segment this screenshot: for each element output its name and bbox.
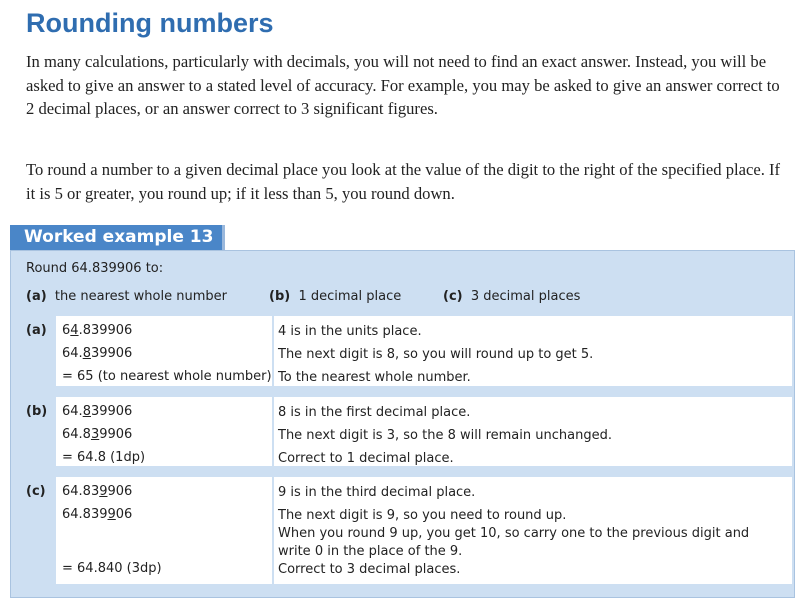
solution-label: (b)	[26, 404, 48, 419]
working-line	[62, 484, 132, 499]
underlined-digit: 4	[70, 323, 79, 338]
part-label: (c)	[443, 289, 463, 304]
digits: 64.8	[62, 427, 91, 442]
digits: 64.	[62, 346, 83, 361]
working-line	[62, 404, 132, 419]
working-line	[62, 427, 132, 442]
digits: 906	[107, 484, 133, 499]
digits: 39906	[90, 404, 133, 419]
part-label: (b)	[269, 289, 291, 304]
working-line	[62, 450, 145, 465]
explanation-line: The next digit is 8, so you will round up to get 5.	[278, 347, 594, 362]
solution-label: (c)	[26, 484, 46, 499]
explanation-line: 9 is in the third decimal place.	[278, 485, 476, 500]
rounding-rule-paragraph: To round a number to a given decimal place you look at the value of the digit to the right of the specified place. If it is 5 or greater, you round up; if it less than 5, you round down.	[26, 160, 781, 203]
working-line	[62, 561, 162, 576]
working-line	[62, 323, 132, 338]
working-cell	[56, 397, 272, 466]
working-cell	[56, 477, 272, 584]
digits: 64.839	[62, 507, 108, 522]
working-cell	[56, 316, 272, 386]
working-line	[62, 507, 132, 522]
digits: 64.	[62, 404, 83, 419]
digits: = 65 (to nearest whole number)	[62, 369, 272, 384]
explanation-line: Correct to 3 decimal places.	[278, 562, 461, 577]
explanation-line: 8 is in the first decimal place.	[278, 405, 471, 420]
part-label: (a)	[26, 289, 47, 304]
explanation-cell	[274, 477, 792, 584]
digits: = 64.840 (3dp)	[62, 561, 162, 576]
explanation-line: Correct to 1 decimal place.	[278, 451, 454, 466]
page-title: Rounding numbers	[26, 8, 274, 38]
explanation-line: The next digit is 3, so the 8 will remain unchanged.	[278, 428, 612, 443]
working-line	[62, 369, 272, 384]
underlined-digit: 3	[90, 427, 100, 442]
explanation-line: 4 is in the units place.	[278, 324, 422, 339]
digits: 64.83	[62, 484, 100, 499]
part-text: 3 decimal places	[470, 289, 581, 304]
digits: 39906	[90, 346, 133, 361]
digits: .839906	[78, 323, 133, 338]
underlined-digit: 8	[82, 404, 91, 419]
underlined-digit: 9	[99, 484, 108, 499]
part-text: 1 decimal place	[298, 289, 402, 304]
solution-label: (a)	[26, 323, 47, 338]
part-text: the nearest whole number	[54, 289, 227, 304]
intro-paragraph: In many calculations, particularly with decimals, you will not need to find an exact answer. Instead, you will be asked to give an answer to a stated level of accuracy. For example, you may be asked to give an answer correct to 2 decimal places, or an answer correct to 3 significant figures.	[26, 52, 780, 118]
working-line	[62, 346, 132, 361]
explanation-cell	[274, 397, 792, 466]
worked-example-heading: Worked example 13	[10, 225, 222, 250]
explanation-line: When you round 9 up, you get 10, so carry one to the previous digit and write 0 in the place of the 9.	[278, 526, 750, 559]
question: Round 64.839906 to:	[26, 261, 164, 276]
worked-example-box	[10, 250, 795, 598]
explanation-line: The next digit is 9, so you need to round up.	[278, 508, 567, 523]
digits: = 64.8 (1dp)	[62, 450, 146, 465]
digits: 06	[115, 507, 133, 522]
underlined-digit: 8	[82, 346, 91, 361]
underlined-digit: 9	[107, 507, 116, 522]
digits: 6	[62, 323, 71, 338]
explanation-cell	[274, 316, 792, 386]
explanation-line: To the nearest whole number.	[278, 370, 471, 385]
digits: 9906	[99, 427, 133, 442]
